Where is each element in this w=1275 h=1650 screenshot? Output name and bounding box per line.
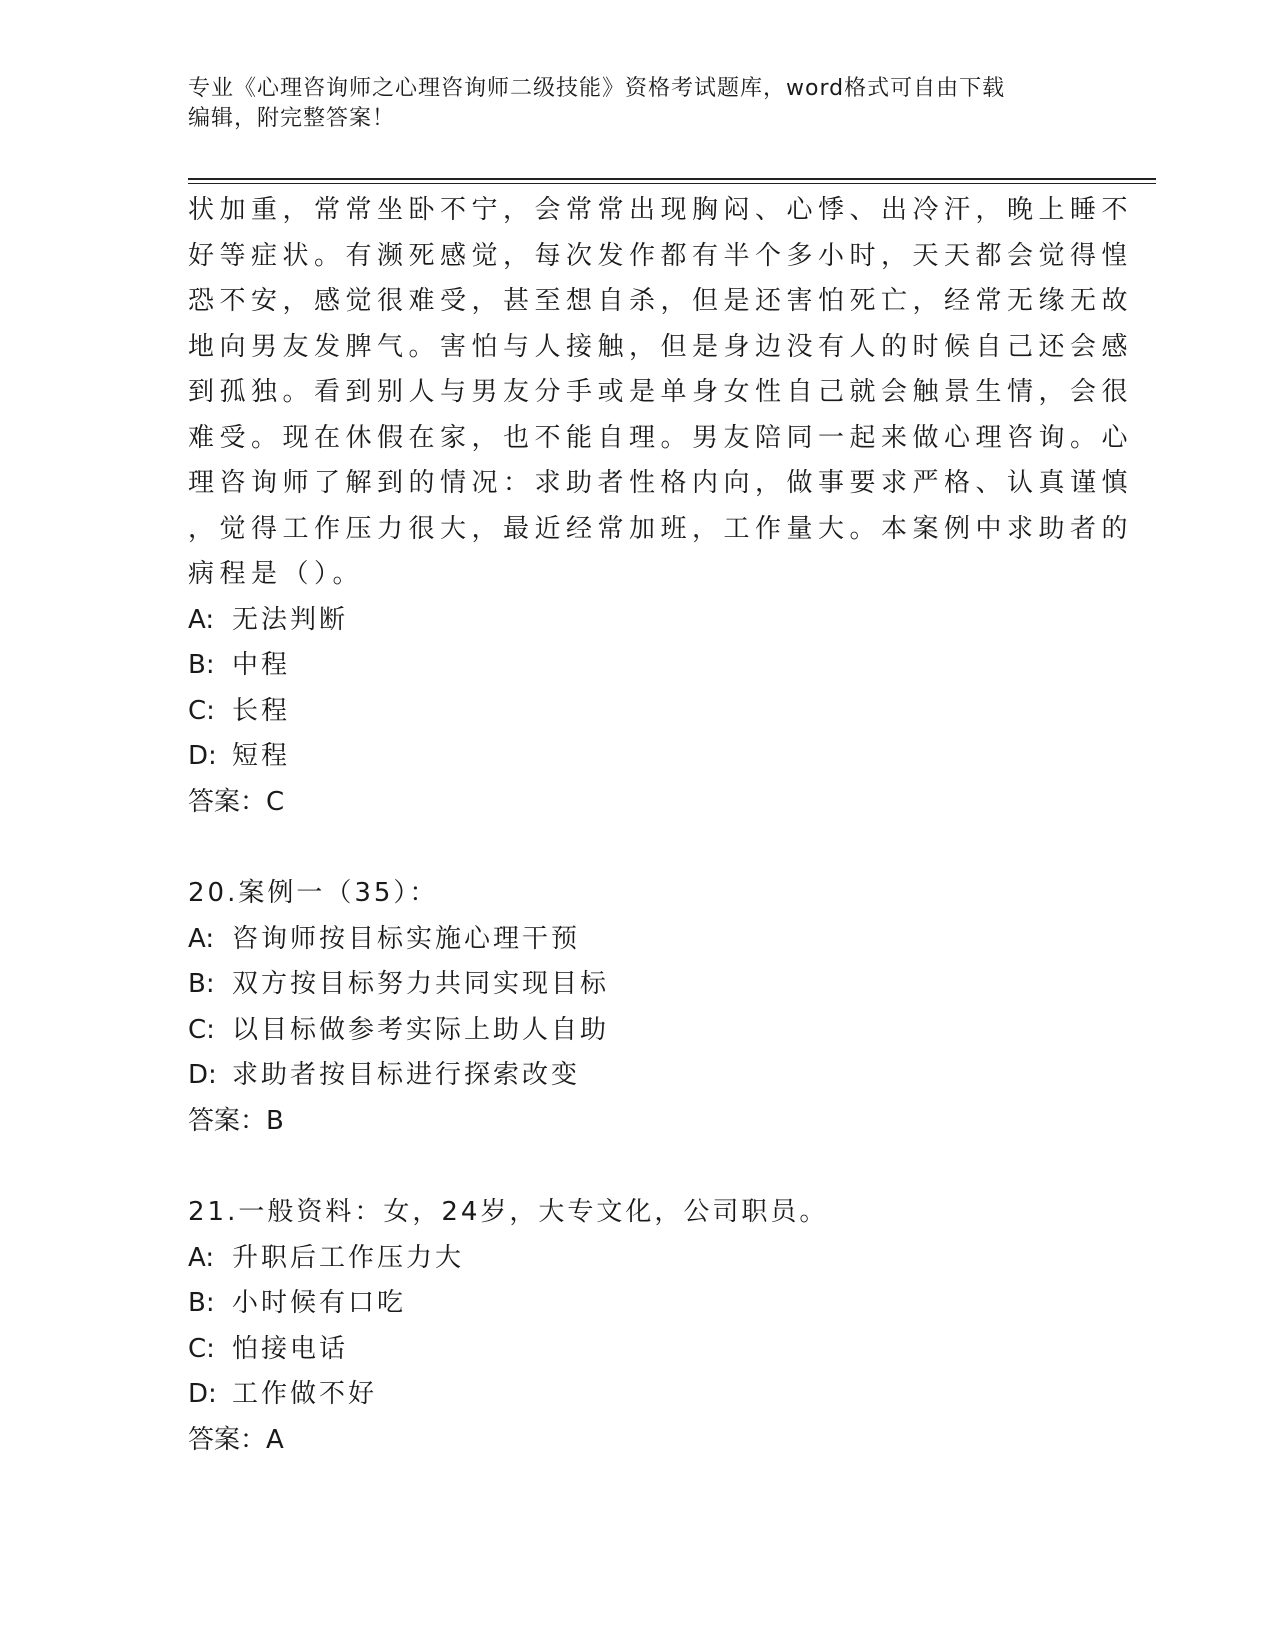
option-letter: B: [188,969,215,999]
option-d [188,734,1068,780]
answer-line: 答案：B [188,1105,284,1136]
passage-line: 理咨询师了解到的情况：求助者性格内向，做事要求严格、认真谨慎 [188,468,1134,498]
passage-line: 病程是（）。 [188,559,365,589]
option-text: 小时候有口吃 [232,1288,407,1318]
passage-line: 好等症状。有濒死感觉，每次发作都有半个多小时，天天都会觉得惶 [188,240,1134,271]
option-letter: D: [188,1060,217,1090]
passage-line: ，觉得工作压力很大，最近经常加班，工作量大。本案例中求助者的 [188,513,1134,544]
question-stem: 20.案例一（35）： [188,878,439,908]
option-a [188,917,1068,963]
option-text: 怕接电话 [232,1333,349,1364]
document-body [188,188,1134,1463]
option-text: 以目标做参考实际上助人自助 [232,1014,610,1045]
passage-line: 地向男友发脾气。害怕与人接触，但是身边没有人的时候自己还会感 [188,331,1134,362]
passage-line: 状加重，常常坐卧不宁，会常常出现胸闷、心悸、出冷汗，晚上睡不 [188,195,1134,225]
option-a [188,1236,1068,1282]
option-text: 双方按目标努力共同实现目标 [232,969,610,999]
option-letter: D: [188,1379,217,1409]
document-header [188,74,1078,134]
option-text: 短程 [232,741,291,771]
passage-line: 恐不安，感觉很难受，甚至想自杀，但是还害怕死亡，经常无缘无故 [188,286,1134,316]
option-text: 咨询师按目标实施心理干预 [232,923,581,954]
passage-line: 难受。现在休假在家，也不能自理。男友陪同一起来做心理咨询。心 [188,422,1134,453]
option-text: 无法判断 [232,604,349,635]
option-text: 求助者按目标进行探索改变 [232,1060,581,1090]
option-a [188,598,1068,644]
spacer [188,825,1068,871]
option-b [188,643,1068,689]
option-letter: C: [188,1333,215,1364]
header-line-1: 专业《心理咨询师之心理咨询师二级技能》资格考试题库，word格式可自由下载 [188,76,1006,101]
option-text: 中程 [232,650,291,680]
option-letter: C: [188,1014,215,1045]
option-letter: C: [188,695,215,726]
option-d [188,1053,1068,1099]
answer-line: 答案：A [188,1424,284,1455]
option-text: 升职后工作压力大 [232,1242,465,1273]
option-text: 工作做不好 [232,1379,378,1409]
option-letter: A: [188,923,215,954]
option-letter: B: [188,650,215,680]
question-20 [188,871,1068,1144]
option-b [188,1281,1068,1327]
option-c [188,1327,1068,1373]
option-letter: B: [188,1288,215,1318]
passage-line: 到孤独。看到别人与男友分手或是单身女性自己就会触景生情，会很 [188,377,1134,407]
option-letter: A: [188,1242,215,1273]
option-b [188,962,1068,1008]
option-c [188,689,1068,735]
option-letter: A: [188,604,215,635]
case-passage [188,188,1134,598]
question-stem: 21.一般资料：女，24岁，大专文化，公司职员。 [188,1197,829,1227]
answer-line: 答案：C [188,786,285,817]
option-d [188,1372,1068,1418]
header-divider-thin [188,183,1156,184]
option-c [188,1008,1068,1054]
spacer [188,1144,1068,1190]
header-divider-thick [188,178,1156,180]
header-line-2: 编辑，附完整答案！ [188,106,396,131]
question-19-options [188,598,1068,826]
question-21 [188,1190,1068,1463]
option-letter: D: [188,741,217,771]
option-text: 长程 [232,695,291,726]
